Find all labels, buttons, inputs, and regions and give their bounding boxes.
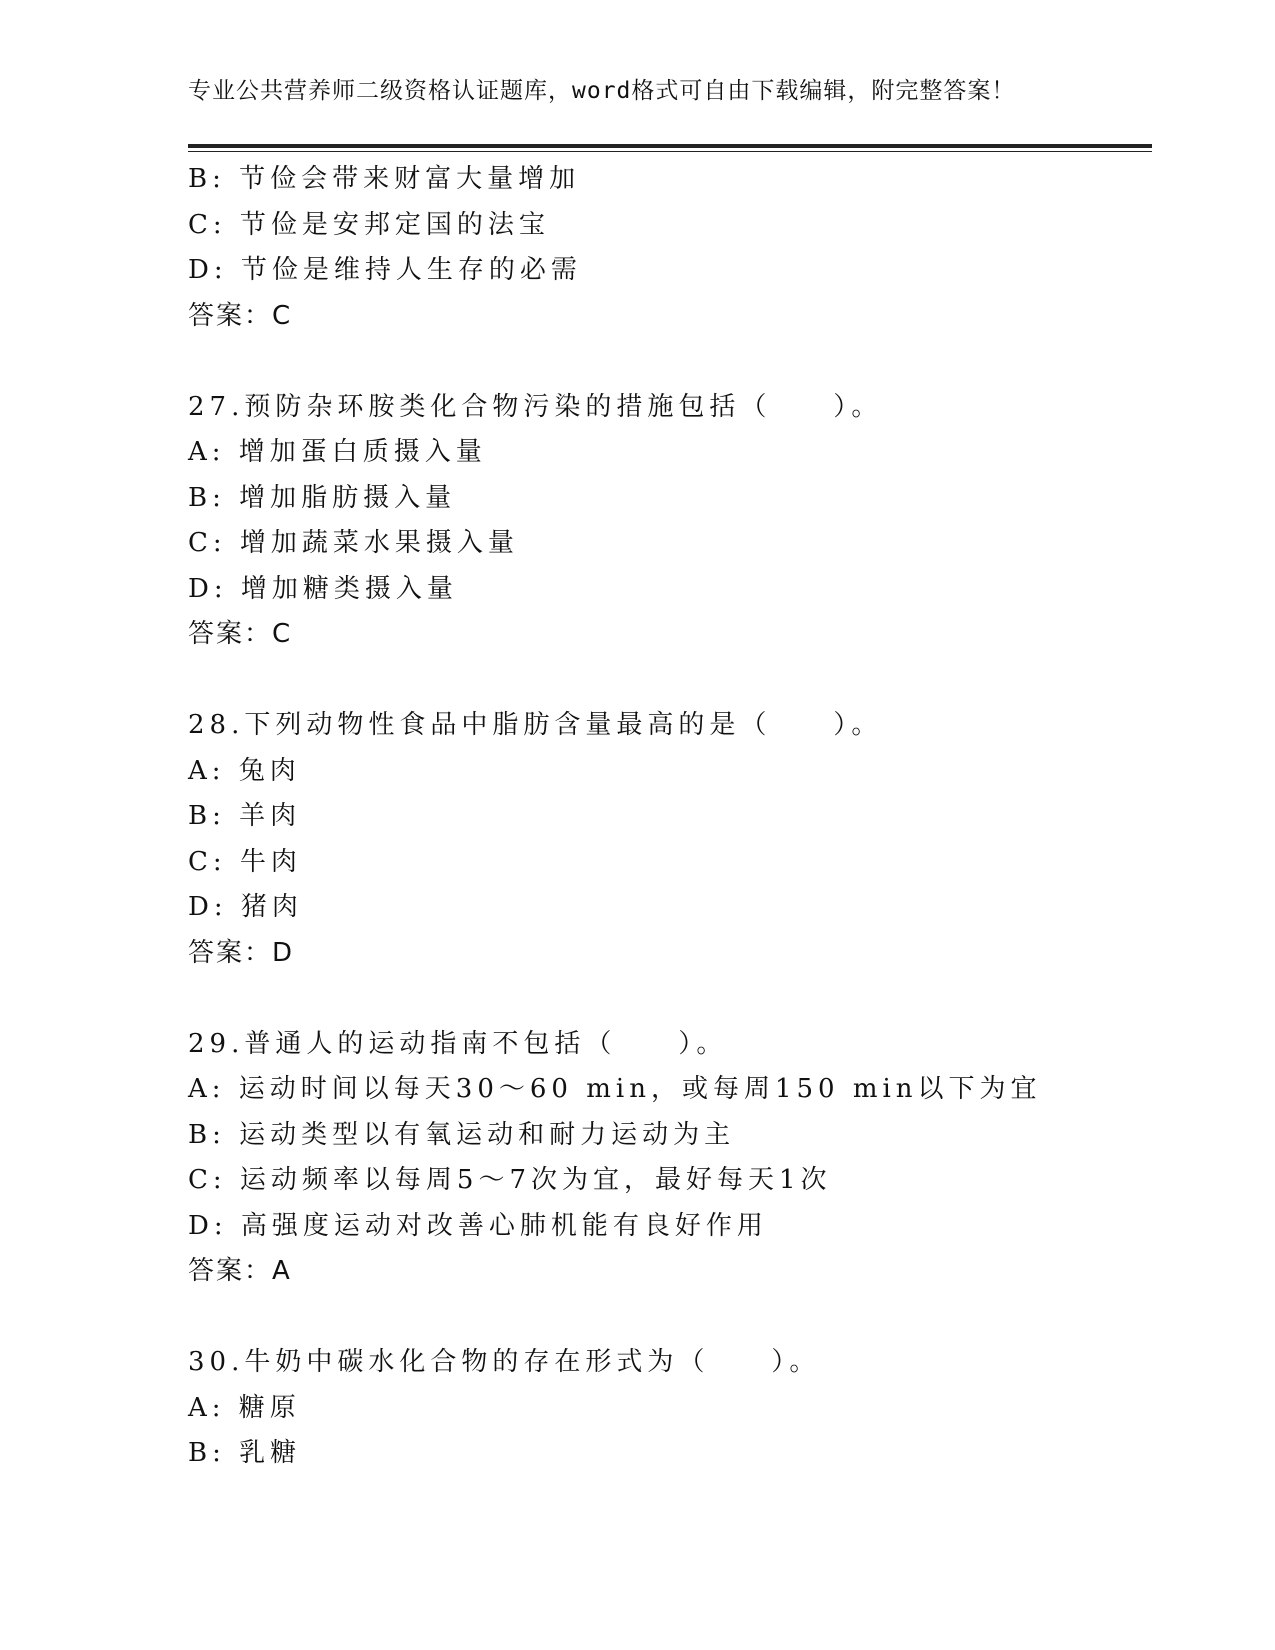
- option-line: D: 高强度运动对改善心肺机能有良好作用: [188, 1210, 768, 1241]
- option-line: A: 糖原: [188, 1392, 301, 1423]
- option-line: D: 节俭是维持人生存的必需: [188, 255, 582, 285]
- page-header: 专业公共营养师二级资格认证题库，word格式可自由下载编辑，附完整答案！: [188, 78, 1016, 104]
- option-line: B: 羊肉: [188, 801, 302, 831]
- question-stem: 28.下列动物性食品中脂肪含量最高的是（ ）。: [188, 710, 883, 740]
- header-rule-thick: [188, 144, 1152, 148]
- spacer: [188, 658, 1148, 704]
- option-line: B: 运动类型以有氧运动和耐力运动为主: [188, 1119, 736, 1150]
- option-line: C: 运动频率以每周5～7次为宜，最好每天1次: [188, 1165, 832, 1195]
- option-line: D: 猪肉: [188, 892, 303, 922]
- option-line: A: 兔肉: [188, 755, 301, 786]
- option-line: C: 牛肉: [188, 846, 302, 877]
- answer-line: 答案：A: [188, 1256, 292, 1286]
- answer-line: 答案：D: [188, 937, 295, 968]
- question-stem: 27.预防杂环胺类化合物污染的措施包括（ ）。: [188, 391, 883, 422]
- option-line: A: 运动时间以每天30～60 min，或每周150 min以下为宜: [188, 1074, 1042, 1104]
- option-line: B: 增加脂肪摄入量: [188, 482, 457, 513]
- spacer: [188, 976, 1148, 1022]
- answer-line: 答案：C: [188, 619, 293, 649]
- option-line: B: 乳糖: [188, 1438, 302, 1468]
- spacer: [188, 1295, 1148, 1341]
- question-stem: 29.普通人的运动指南不包括（ ）。: [188, 1028, 728, 1059]
- option-line: D: 增加糖类摄入量: [188, 573, 458, 604]
- option-line: C: 增加蔬菜水果摄入量: [188, 528, 519, 558]
- question-stem: 30.牛奶中碳水化合物的存在形式为（ ）。: [188, 1347, 821, 1377]
- spacer: [188, 339, 1148, 385]
- question-content: [188, 157, 1148, 1477]
- option-line: B: 节俭会带来财富大量增加: [188, 164, 581, 194]
- header-rule-thin: [188, 151, 1152, 152]
- option-line: C: 节俭是安邦定国的法宝: [188, 209, 550, 240]
- answer-line: 答案：C: [188, 300, 293, 331]
- option-line: A: 增加蛋白质摄入量: [188, 437, 487, 467]
